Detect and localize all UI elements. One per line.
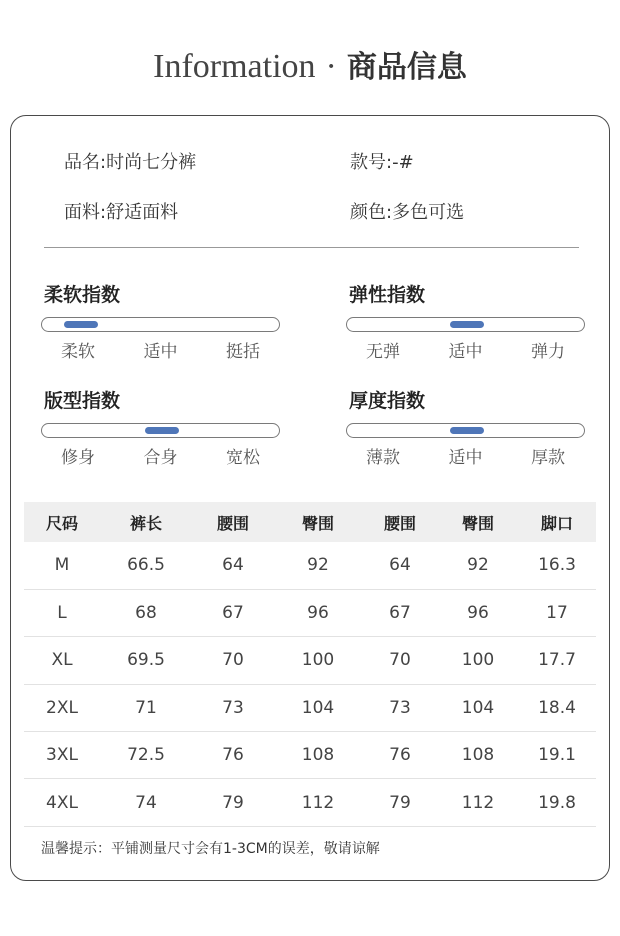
table-header-cell: 脚口 [518,502,596,542]
table-cell: 96 [438,589,518,636]
table-header-cell: 臀围 [274,502,362,542]
index-label: 合身 [143,448,178,468]
table-cell: 68 [100,589,192,636]
index-label: 修身 [61,448,95,468]
index-label: 宽松 [226,448,260,468]
index-label: 适中 [143,342,178,362]
info-divider [44,247,579,248]
table-cell: 100 [274,637,362,684]
table-row [24,684,596,731]
table-cell: 72.5 [100,732,192,779]
table-cell: 70 [192,637,274,684]
info-key: 颜色: [350,202,393,223]
index-title-softness: 柔软指数 [44,284,121,306]
info-value: -# [392,152,414,173]
table-cell: 2XL [24,684,100,731]
table-cell: 76 [362,732,438,779]
table-row [24,589,596,636]
index-labels-fit [41,443,280,468]
info-value: 舒适面料 [106,202,179,223]
table-cell: 79 [192,779,274,826]
table-cell: 71 [100,684,192,731]
table-cell: 17.7 [518,637,596,684]
index-knob [450,427,484,434]
index-label: 厚款 [531,448,565,468]
table-row [24,779,596,826]
table-cell: M [24,542,100,589]
table-cell: 67 [362,589,438,636]
table-cell: 16.3 [518,542,596,589]
table-cell: 18.4 [518,684,596,731]
index-title-fit: 版型指数 [44,390,121,412]
table-cell: 104 [438,684,518,731]
table-cell: 74 [100,779,192,826]
table-cell: 108 [274,732,362,779]
info-fabric [64,198,178,224]
table-cell: 69.5 [100,637,192,684]
table-cell: XL [24,637,100,684]
table-cell: 66.5 [100,542,192,589]
table-cell: 70 [362,637,438,684]
table-cell: 112 [274,779,362,826]
table-header-cell: 腰围 [362,502,438,542]
table-row [24,542,596,589]
table-cell: 79 [362,779,438,826]
index-labels-softness [41,337,280,362]
table-header-cell: 尺码 [24,502,100,542]
table-cell: 92 [438,542,518,589]
table-cell: 96 [274,589,362,636]
table-cell: 67 [192,589,274,636]
table-header-cell: 裤长 [100,502,192,542]
table-cell: 104 [274,684,362,731]
index-knob [145,427,179,434]
index-track-elasticity [346,317,585,332]
info-card [10,115,610,881]
table-cell: 64 [192,542,274,589]
index-label: 适中 [448,448,483,468]
table-cell: 4XL [24,779,100,826]
index-label: 适中 [448,342,483,362]
info-color [350,198,464,224]
table-header-row [24,502,596,542]
size-table [24,502,596,827]
index-knob [64,321,98,328]
index-knob [450,321,484,328]
table-row [24,637,596,684]
index-label: 无弹 [366,342,400,362]
info-product-name [64,148,196,174]
index-label: 薄款 [366,448,400,468]
index-title-elasticity: 弹性指数 [349,284,426,306]
index-track-softness [41,317,280,332]
info-value: 时尚七分裤 [106,152,197,173]
title-english: Information [153,48,316,85]
table-cell: 19.8 [518,779,596,826]
table-cell: 3XL [24,732,100,779]
table-header-cell: 臀围 [438,502,518,542]
table-cell: L [24,589,100,636]
table-cell: 73 [192,684,274,731]
title-separator: · [325,48,337,85]
page-title [0,42,620,86]
index-track-thickness [346,423,585,438]
info-key: 品名: [64,152,107,173]
table-cell: 108 [438,732,518,779]
measurement-tip: 温馨提示：平铺测量尺寸会有1-3CM的误差，敬请谅解 [41,841,380,857]
index-label: 柔软 [61,342,95,362]
index-title-thickness: 厚度指数 [349,390,426,412]
table-cell: 92 [274,542,362,589]
table-body [24,542,596,826]
index-label: 挺括 [226,342,260,362]
table-cell: 100 [438,637,518,684]
table-cell: 76 [192,732,274,779]
table-cell: 17 [518,589,596,636]
table-cell: 73 [362,684,438,731]
table-header-cell: 腰围 [192,502,274,542]
index-label: 弹力 [531,342,565,362]
table-cell: 64 [362,542,438,589]
info-value: 多色可选 [392,202,465,223]
info-key: 款号: [350,152,393,173]
index-labels-elasticity [346,337,585,362]
index-labels-thickness [346,443,585,468]
table-cell: 19.1 [518,732,596,779]
table-row [24,732,596,779]
table-cell: 112 [438,779,518,826]
title-chinese: 商品信息 [346,50,467,85]
info-key: 面料: [64,202,107,223]
info-style-number [350,148,414,174]
index-track-fit [41,423,280,438]
